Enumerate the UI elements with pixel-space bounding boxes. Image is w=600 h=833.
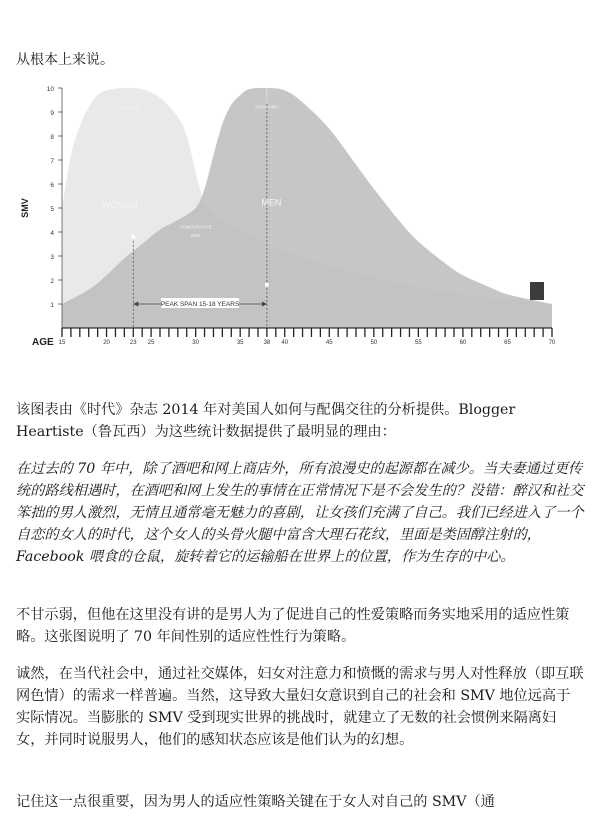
- x-tick-label-23: 23: [129, 340, 137, 346]
- series-label-men: MEN: [261, 197, 282, 208]
- series-label-women: WOMEN: [102, 200, 138, 210]
- paragraph-adaptive: 不甘示弱，但他在这里没有讲的是男人为了促进自己的性爱策略而务实地采用的适应性策略。这张图说明了 70 年间性别的适应性性行为策略。: [16, 607, 570, 645]
- y-tick-label-7: 7: [50, 158, 54, 165]
- y-tick-label-10: 10: [46, 86, 54, 93]
- marker-1: [265, 283, 269, 287]
- y-tick-label-3: 3: [50, 254, 54, 261]
- annotation-3: SMV: [190, 232, 201, 238]
- x-tick-label-40: 40: [281, 340, 289, 346]
- x-tick-label-38: 38: [263, 340, 271, 346]
- x-tick-label-50: 50: [370, 340, 378, 346]
- x-tick-label-60: 60: [459, 340, 467, 346]
- x-tick-label-30: 30: [192, 340, 199, 346]
- y-tick-label-1: 1: [50, 302, 54, 309]
- x-tick-label-65: 65: [504, 340, 511, 346]
- logo-mark: [530, 282, 544, 300]
- y-tick-label-5: 5: [50, 206, 54, 213]
- paragraph-social-media: 诚然，在当代社会中，通过社交媒体，妇女对注意力和愤慨的需求与男人对性释放（即互联网色情）的需求一样普遍。当然，这导致大量妇女意识到自己的社会和 SMV 地位远高于实际情况。当膨胀的 SMV 受到现实世界的挑战时，就建立了无数的社会惯例来隔离妇女，并同时说服男人，他们的感知状态应该是他们认为的幻想。: [16, 666, 584, 748]
- x-axis-label: AGE: [32, 337, 54, 348]
- y-axis-label: SMV: [20, 198, 30, 218]
- x-tick-label-20: 20: [103, 340, 110, 346]
- marker-0: [131, 235, 135, 239]
- x-tick-label-55: 55: [415, 340, 422, 346]
- annotation-4: PEAK SPAN 15-18 YEARS: [160, 301, 240, 308]
- y-tick-label-8: 8: [50, 134, 54, 141]
- x-tick-label-70: 70: [548, 340, 556, 346]
- x-tick-label-35: 35: [236, 340, 244, 346]
- y-tick-label-6: 6: [50, 182, 54, 189]
- x-tick-label-25: 25: [147, 340, 155, 346]
- smv-chart-svg: [14, 80, 570, 350]
- x-tick-label-15: 15: [58, 340, 66, 346]
- intro-text: 从根本上来说。: [16, 52, 114, 68]
- annotation-0: PEAK SMV: [117, 104, 141, 110]
- x-tick-label-45: 45: [325, 340, 333, 346]
- annotation-1: PEAK SMV: [255, 104, 279, 110]
- annotation-2: COMPARATIVE: [179, 224, 212, 230]
- y-tick-label-4: 4: [50, 230, 54, 237]
- smv-chart: [14, 80, 570, 350]
- paragraph-quote: 在过去的 70 年中，除了酒吧和网上商店外，所有浪漫史的起源都在减少。当夫妻通过更传统的路线相遇时，在酒吧和网上发生的事情在正常情况下是不会发生的？没错：醉汉和社交笨拙的男人激烈，无情且通常毫无魅力的喜剧，让女孩们充满了自己。我们已经进入了一个自恋的女人的时代，这个女人的头骨火腿中富含大理石花纹，里面是类固醇注射的，Facebook 喂食的仓鼠，旋转着它的运输船在世界上的位置，作为生存的中心。: [16, 461, 584, 565]
- paragraph-remember: 记住这一点很重要，因为男人的适应性策略关键在于女人对自己的 SMV（通: [16, 794, 495, 810]
- paragraph-source: 该图表由《时代》杂志 2014 年对美国人如何与配偶交往的分析提供。Blogger Heartiste（鲁瓦西）为这些统计数据提供了最明显的理由：: [16, 402, 516, 440]
- y-tick-label-2: 2: [50, 278, 54, 285]
- y-tick-label-9: 9: [50, 110, 54, 117]
